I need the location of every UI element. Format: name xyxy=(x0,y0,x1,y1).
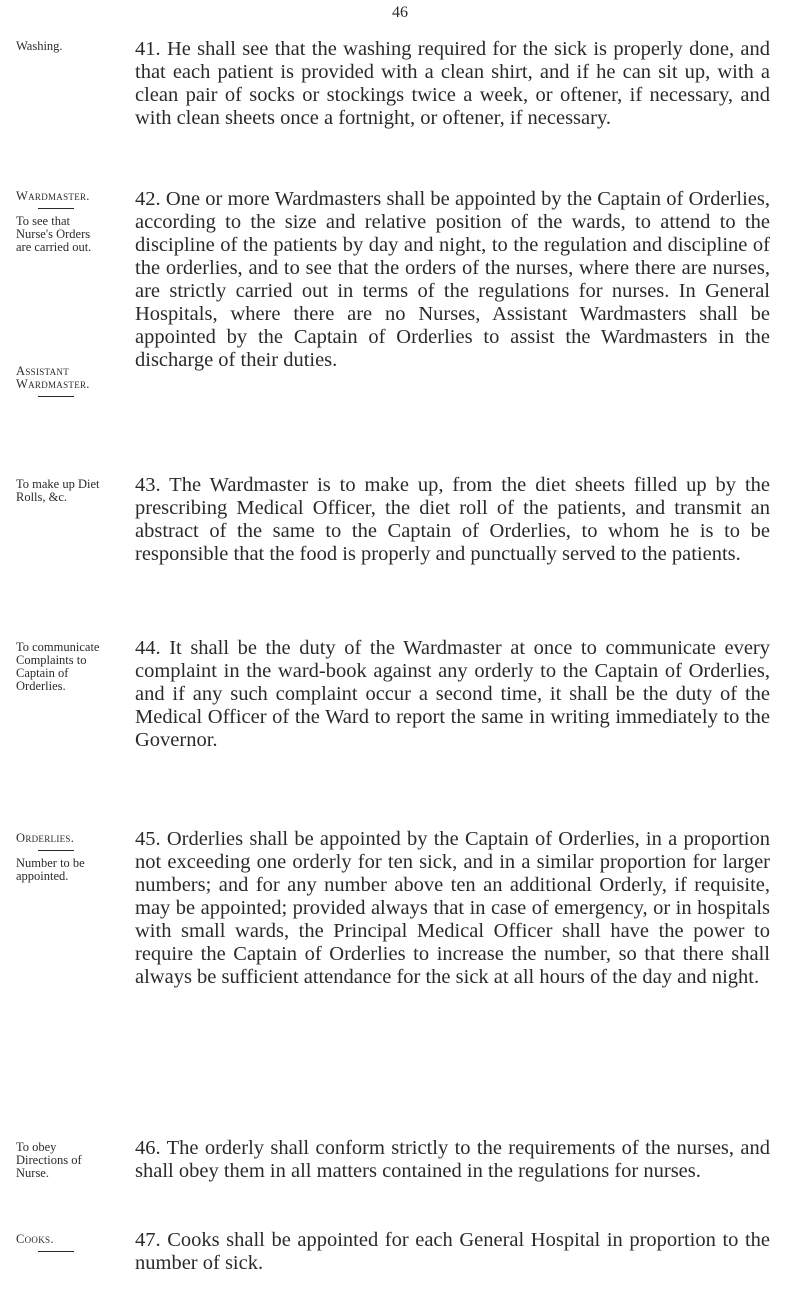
paragraph-42: 42. One or more Wardmasters shall be appointed by the Captain of Orderlies, according to the size and relative position of the wards, to attend to the discipline of the patients by day and night, to the regulation and discipline of the orderlies, and to see that the orders of the nurses, where there are nurses, are strictly carried out in terms of the regulations for nurses. In General Hospitals, where there are no Nurses, Assistant Wardmasters shall be appointed by the Captain of Orderlies to assist the Wardmasters in the discharge of their duties. xyxy=(135,188,770,371)
margin-heading-washing: Washing. xyxy=(16,39,63,53)
margin-note-44 xyxy=(16,641,108,693)
paragraph-45: 45. Orderlies shall be appointed by the Captain of Orderlies, in a proportion not exceeding one orderly for ten sick, and in a similar proportion for larger numbers; and for any number above ten an additional Orderly, if requisite, may be appointed; provided always that in case of emergency, or in hospitals with small wards, the Principal Medical Officer shall have the power to require the Captain of Orderlies to increase the number, so that there shall always be sufficient attendance for the sick at all hours of the day and night. xyxy=(135,828,770,988)
paragraph-44: 44. It shall be the duty of the Wardmaster at once to communicate every complaint in the ward-book against any orderly to the Captain of Orderlies, and if any such complaint occur a second time, it shall be the duty of the Medical Officer of the Ward to report the same in writing immediately to the Governor. xyxy=(135,637,770,751)
margin-note-42 xyxy=(16,190,108,403)
margin-note-45 xyxy=(16,832,108,883)
paragraph-47: 47. Cooks shall be appointed for each General Hospital in proportion to the number of sick. xyxy=(135,1229,770,1274)
margin-note-43 xyxy=(16,478,108,504)
margin-note-obey-nurse: To obey Directions of Nurse. xyxy=(16,1140,82,1180)
paragraph-46: 46. The orderly shall conform strictly to the requirements of the nurses, and shall obey them in all matters contained in the regulations for nurses. xyxy=(135,1137,770,1182)
margin-heading-cooks: Cooks. xyxy=(16,1232,54,1246)
margin-note-nurses-orders: To see that Nurse's Orders are carried out. xyxy=(16,214,92,254)
margin-note-complaints: To communicate Complaints to Captain of Orderlies. xyxy=(16,640,100,693)
margin-note-41 xyxy=(16,40,108,53)
margin-note-diet-rolls: To make up Diet Rolls, &c. xyxy=(16,477,100,504)
margin-rule xyxy=(38,396,74,397)
paragraph-41: 41. He shall see that the washing required for the sick is properly done, and that each patient is provided with a clean shirt, and if he can sit up, with a clean pair of socks or stockings twice a week, or oftener, if necessary, and with clean sheets once a fortnight, or oftener, if necessary. xyxy=(135,38,770,129)
margin-note-47 xyxy=(16,1233,108,1258)
margin-heading-orderlies: Orderlies. xyxy=(16,831,75,845)
margin-rule xyxy=(38,1251,74,1252)
paragraph-43: 43. The Wardmaster is to make up, from the diet sheets filled up by the prescribing Medical Officer, the diet roll of the patients, and transmit an abstract of the same to the Captain of Orderlies, to whom he is to be responsible that the food is properly and punctually served to the patients. xyxy=(135,474,770,565)
margin-note-46 xyxy=(16,1141,108,1180)
margin-heading-wardmaster: Wardmaster. xyxy=(16,189,90,203)
margin-rule xyxy=(38,850,74,851)
margin-rule xyxy=(38,208,74,209)
margin-heading-assistant-wardmaster: Assistant Wardmaster. xyxy=(16,364,90,391)
margin-note-number-appointed: Number to be appointed. xyxy=(16,856,85,883)
page-number: 46 xyxy=(392,4,408,21)
